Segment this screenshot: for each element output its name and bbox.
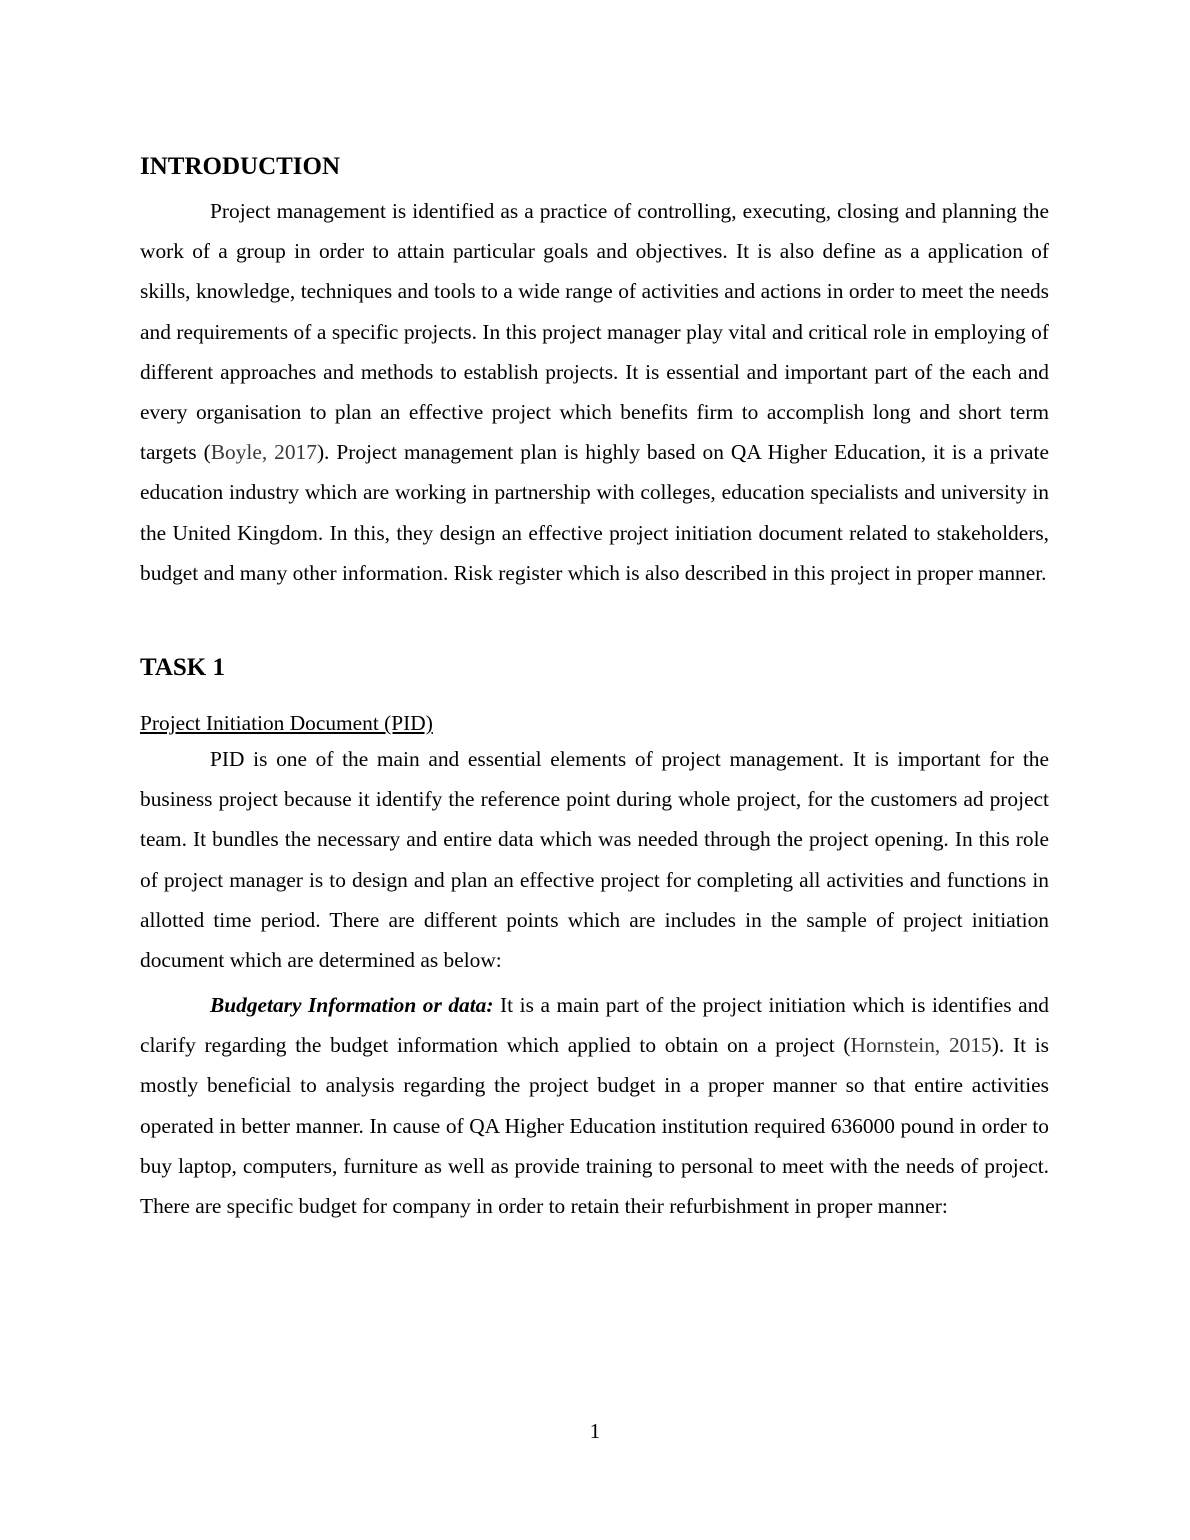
citation-boyle: Boyle, 2017 <box>210 440 317 465</box>
introduction-paragraph <box>140 191 1049 593</box>
introduction-text-part1: Project management is identified as a practice of controlling, executing, closing and planning the work of a group in order to attain particular goals and objectives. It is also define as a application of skills, knowledge, techniques and tools to a wide range of activities and actions in order to meet the needs and requirements of a specific projects. In this project manager play vital and critical role in employing of different approaches and methods to establish projects. It is essential and important part of the each and every organisation to plan an effective project which benefits firm to accomplish long and short term targets ( <box>140 199 1049 465</box>
budget-paragraph <box>140 985 1049 1226</box>
task1-heading: TASK 1 <box>140 654 225 681</box>
budget-label: Budgetary Information or data: <box>210 993 494 1017</box>
page-number: 1 <box>589 1419 601 1443</box>
pid-paragraph: PID is one of the main and essential elements of project management. It is important for the business project because it identify the reference point during whole project, for the customers ad project team. It bundles the necessary and entire data which was needed through the project opening. In this role of project manager is to design and plan an effective project for completing all activities and functions in allotted time period. There are different points which are includes in the sample of project initiation document which are determined as below: <box>140 747 1049 973</box>
introduction-text-part2: ). Project management plan is highly based on QA Higher Education, it is a private education industry which are working in partnership with colleges, education specialists and university in the United Kingdom. In this, they design an effective project initiation document related to stakeholders, budget and many other information. Risk register which is also described in this project in proper manner. <box>140 440 1049 585</box>
pid-subheading: Project Initiation Document (PID) <box>140 711 433 735</box>
citation-hornstein: Hornstein, 2015 <box>850 1033 992 1058</box>
budget-text-part2: ). It is mostly beneficial to analysis regarding the project budget in a proper manner so that entire activities operated in better manner. In cause of QA Higher Education institution required 636000 pound in order to buy laptop, computers, furniture as well as provide training to personal to meet with the needs of project. There are specific budget for company in order to retain their refurbishment in proper manner: <box>140 1033 1049 1219</box>
budget-text-part1: It is a main part of the project initiation which is identifies and clarify regarding the budget information which applied to obtain on a project ( <box>140 993 1049 1058</box>
introduction-heading: INTRODUCTION <box>140 153 341 180</box>
